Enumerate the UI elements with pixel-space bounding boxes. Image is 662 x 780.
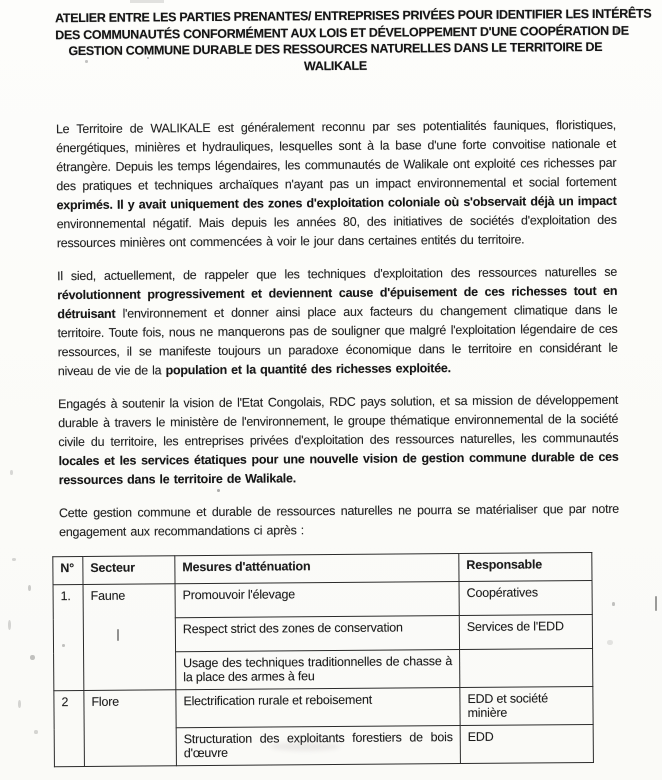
scan-mark <box>607 640 613 645</box>
paragraph-bold-segment: population et la quantité des richesses exploitée. <box>165 361 451 378</box>
table-body <box>53 580 593 766</box>
paragraph-bold-segment: locales et les services étatiques pour une nouvelle vision de gestion commune durable de ces ressources dans le territoire de Walikale. <box>58 449 619 488</box>
paragraph-bold-segment: exprimés. Il y avait uniquement des zones d'exploitation coloniale où s'observait déjà un impact <box>56 193 617 213</box>
scan-mark <box>12 558 16 561</box>
table-row <box>53 580 592 618</box>
table-header <box>53 553 592 585</box>
cell-responsible <box>460 648 593 687</box>
cell-sector: Flore <box>84 690 177 767</box>
paragraph-segment: Cette gestion commune et durable de ressources naturelles ne pourra se matérialiser que par notre engagement aux recommandations ci après : <box>58 501 619 540</box>
title-line: GESTION COMMUNE DURABLE DES RESSOURCES NATURELLES DANS LE TERRITOIRE DE <box>68 39 603 59</box>
cell-responsible: Services de l'EDD <box>459 614 592 649</box>
cell-measure: Promouvoir l'élevage <box>175 582 459 618</box>
title-line: DES COMMUNAUTÉS CONFORMÉMENT AUX LOIS ET DÉVELOPPEMENT D'UNE COOPÉRATION DE <box>55 23 629 42</box>
scan-mark <box>28 585 31 591</box>
paragraph-segment: Engagés à soutenir la vision de l'Etat Congolais, RDC pays solution, et sa mission de développement durable à travers le ministère de l'environnement, le groupe thématique environnemental de la société civile du territoire, les entreprises privées d'exploitation des ressources naturelles, les communautés <box>58 392 619 450</box>
table-header-cell: Responsable <box>459 553 592 582</box>
cell-measure: Electrification rurale et reboisement <box>176 688 460 728</box>
title-line: ATELIER ENTRE LES PARTIES PRENANTES/ ENTREPRISES PRIVÉES POUR IDENTIFIER LES INTÉRÊTS <box>55 6 652 26</box>
scan-mark <box>8 620 11 630</box>
scan-mark <box>616 28 619 34</box>
cell-number: 1. <box>53 584 84 690</box>
paragraph-segment: Il sied, actuellement, de rappeler que les techniques d'exploitation des ressources naturelles se <box>57 264 618 284</box>
cell-measure: Respect strict des zones de conservation <box>175 616 459 652</box>
paragraph <box>56 116 617 253</box>
cell-measure: Usage des techniques traditionnelles de chasse à la place des armes à feu <box>176 650 460 690</box>
table-row <box>54 686 593 728</box>
title-line: WALIKALE <box>303 58 367 73</box>
scan-mark <box>217 489 220 492</box>
scan-mark <box>612 602 615 606</box>
paragraph-segment: environnemental négatif. Mais depuis les années 80, des initiatives de sociétés d'exploitation des ressources minières ont commencées à voir le jour dans certaines entités du territoire. <box>56 212 617 251</box>
document-content <box>55 6 652 767</box>
scan-mark <box>62 644 65 647</box>
paragraph <box>57 263 618 381</box>
scan-mark <box>34 730 38 734</box>
scan-mark <box>130 0 164 3</box>
scan-mark <box>10 470 13 475</box>
cell-responsible: Coopératives <box>459 580 592 615</box>
scan-mark <box>18 700 21 708</box>
paragraph-bold-segment: révolutionnent progressivement et deviennent cause d'épuisement de ces richesses tout en détruisant <box>57 283 618 322</box>
paragraph <box>58 391 619 490</box>
cell-sector: Faune <box>83 584 176 691</box>
scan-mark <box>117 629 119 641</box>
table-header-cell: Mesures d'atténuation <box>175 554 459 584</box>
cell-measure: Structuration des exploitants forestiers de bois d'œuvre <box>176 726 460 766</box>
table-header-cell: Secteur <box>83 556 175 585</box>
cell-responsible: EDD et société minière <box>460 686 593 725</box>
table-header-cell: N° <box>53 556 83 584</box>
document-title <box>55 6 652 76</box>
table-header-row <box>53 553 592 585</box>
scan-smudge <box>270 742 340 751</box>
paragraph-segment: l'environnement et donner ainsi place aux facteurs du changement climatique dans le territoire. Toute fois, nous ne manquerons pas de souligner que malgré l'exploitation légendaire de ces ressources, il se manifeste toujours un paradoxe économique dans le territoire en considérant le niveau de vie de la <box>57 302 618 379</box>
scan-mark <box>147 57 149 59</box>
paragraph-segment: Le Territoire de WALIKALE est généralement reconnu par ses potentialités fauniques, floristiques, énergétiques, minières et hydrauliques, lesquelles sont à la base d'une forte convoitise nationale et étrangère. Depuis les temps légendaires, les communautés de Walikale ont exploité ces richesses par des pratiques et techniques archaïques n'ayant pas un impact environnemental et social fortement <box>55 117 617 194</box>
cell-responsible: EDD <box>460 724 593 763</box>
recommendations-table <box>52 552 594 767</box>
scan-mark <box>30 655 35 660</box>
paragraph <box>59 500 619 542</box>
scan-mark <box>85 60 88 63</box>
paragraphs <box>56 116 619 542</box>
cell-number: 2 <box>54 690 85 766</box>
scan-mark <box>655 596 657 611</box>
